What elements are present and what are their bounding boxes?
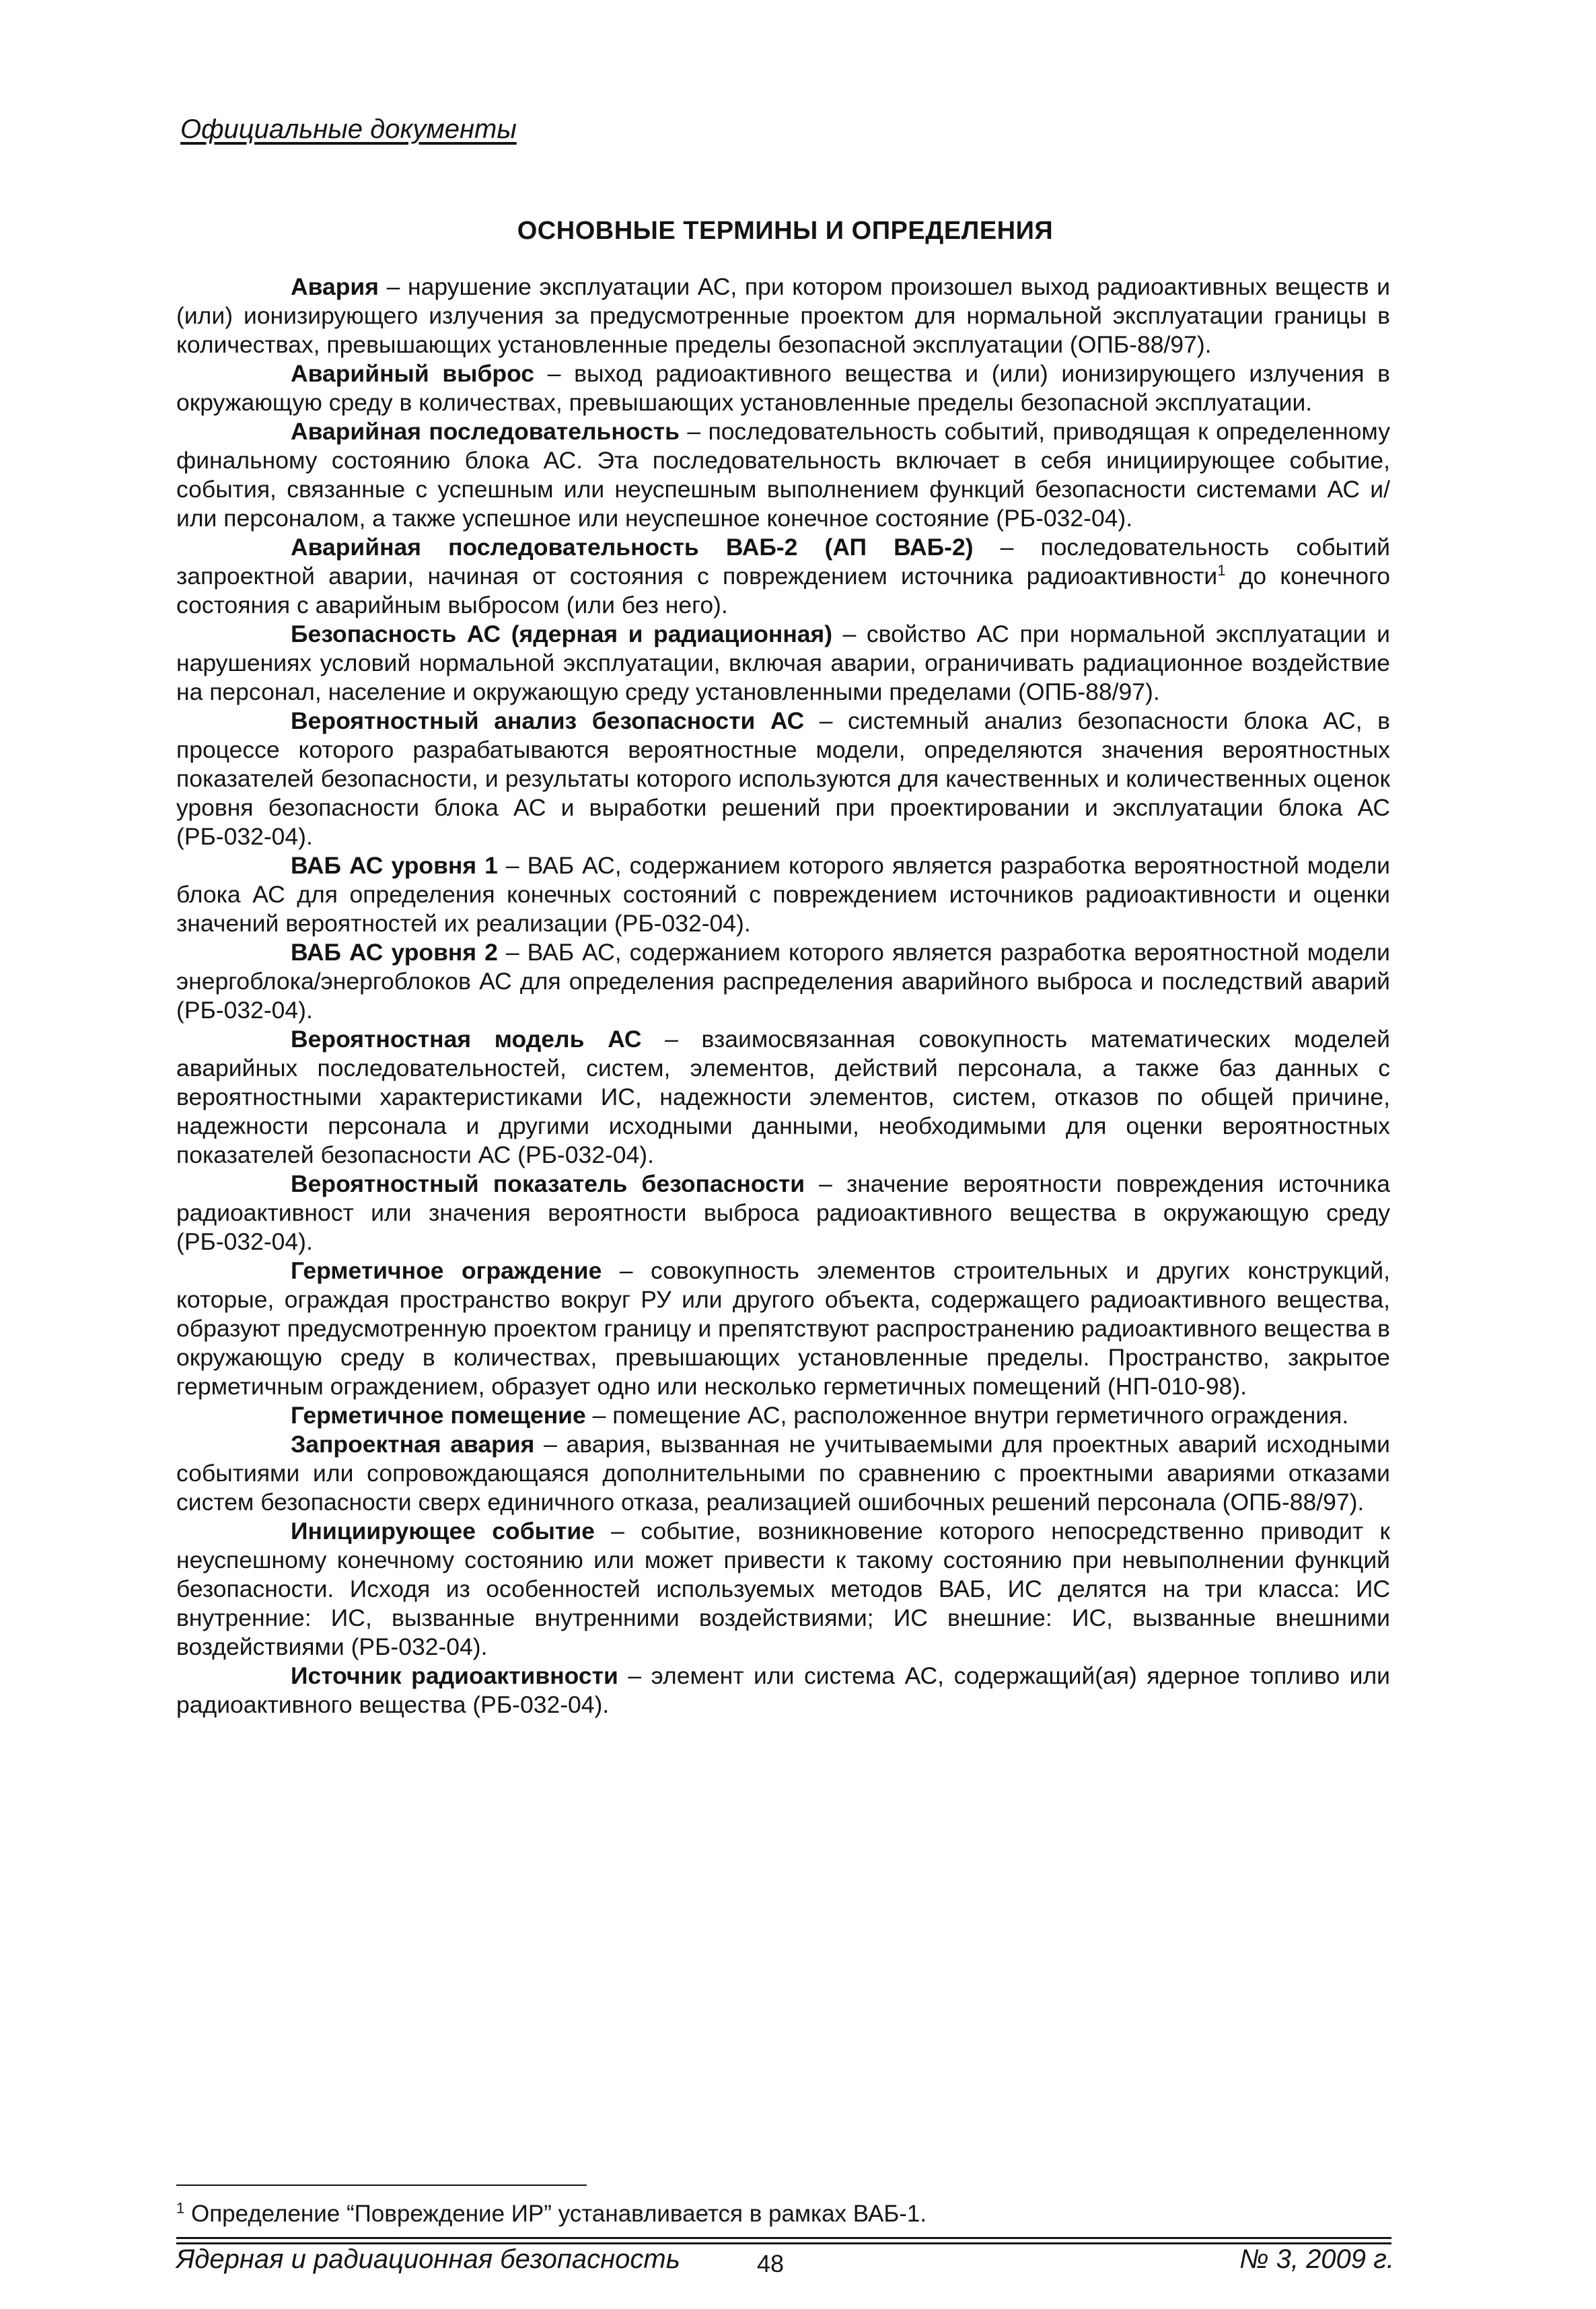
term-name: Запроектная авария <box>291 1431 535 1458</box>
term-entry <box>176 1170 1390 1256</box>
footnote-mark: 1 <box>176 2199 185 2217</box>
footnote-reference: 1 <box>1217 562 1226 579</box>
footnote-text: Определение “Повреждение ИР” устанавливается в рамках ВАБ-1. <box>184 2201 927 2227</box>
term-name: Вероятностный анализ безопасности АС <box>291 707 805 734</box>
term-definition: – последовательность событий запроектной аварии, начиная от состояния с повреждением источника радиоактивности <box>176 534 1390 590</box>
term-definition: – значение вероятности повреждения источника радиоактивност или значения вероятности выброса радиоактивного вещества в окружающую среду (РБ-032-04). <box>176 1170 1390 1255</box>
term-definition: – авария, вызванная не учитываемыми для проектных аварий исходными событиями или сопровождающаяся дополнительными по сравнению с проектными авариями отказами систем безопасности сверх единичного отказа, реализацией ошибочных решений персонала (ОПБ-88/97). <box>176 1431 1390 1516</box>
terms-list <box>176 273 1390 1719</box>
term-name: Вероятностный показатель безопасности <box>291 1170 805 1197</box>
term-entry <box>176 851 1390 938</box>
footer-issue: № 3, 2009 г. <box>1239 2244 1394 2274</box>
term-definition: – ВАБ АС, содержанием которого является разработка вероятностной модели энергоблока/энергоблоков АС для определения распределения аварийного выброса и последствий аварий (РБ-032-04). <box>176 939 1390 1024</box>
term-entry <box>176 1025 1390 1170</box>
term-name: Герметичное ограждение <box>291 1257 602 1284</box>
term-definition: – ВАБ АС, содержанием которого является разработка вероятностной модели блока АС для определения конечных состояний с повреждением источников радиоактивности и оценки значений вероятностей их реализации (РБ-032-04). <box>176 852 1390 937</box>
term-name: Аварийная последовательность ВАБ-2 (АП ВАБ-2) <box>291 534 974 561</box>
footnote <box>176 2199 927 2229</box>
term-name: ВАБ АС уровня 2 <box>291 939 498 966</box>
term-name: Авария <box>291 273 379 300</box>
term-definition: – помещение АС, расположенное внутри герметичного ограждения. <box>585 1402 1349 1429</box>
term-entry <box>176 273 1390 359</box>
page-number: 48 <box>757 2250 785 2277</box>
term-definition: – системный анализ безопасности блока АС, в процессе которого разрабатываются вероятностные модели, определяются значения вероятностных показателей безопасности, и результаты которого используются для качественных и количественных оценок уровня безопасности блока АС и выработки решений при проектировании и эксплуатации блока АС (РБ-032-04). <box>176 707 1390 850</box>
term-name: Источник радиоактивности <box>291 1662 618 1689</box>
term-definition: – выход радиоактивного вещества и (или) ионизирующего излучения в окружающую среду в количествах, превышающих установленные пределы безопасной эксплуатации. <box>176 360 1390 416</box>
term-entry <box>176 938 1390 1025</box>
term-entry <box>176 620 1390 707</box>
term-definition: – последовательность событий, приводящая к определенному финальному состоянию блока АС. Эта последовательность включает в себя инициирующее событие, события, связанные с успешным или неуспешным выполнением функций безопасности системами АС и/или персоналом, а также успешное или неуспешное конечное состояние (РБ-032-04). <box>176 418 1390 532</box>
term-name: Аварийный выброс <box>291 360 535 387</box>
term-name: Безопасность АС (ядерная и радиационная) <box>291 620 833 647</box>
term-definition: – свойство АС при нормальной эксплуатации и нарушениях условий нормальной эксплуатации, включая аварии, ограничивать радиационное воздействие на персонал, население и окружающую среду установленными пределами (ОПБ-88/97). <box>176 620 1390 705</box>
footer-journal-title: Ядерная и радиационная безопасность <box>176 2244 680 2274</box>
term-entry <box>176 417 1390 533</box>
footnote-divider <box>176 2184 587 2186</box>
term-definition-continued: до конечного состояния с аварийным выбросом (или без него). <box>176 563 1390 618</box>
term-entry <box>176 1517 1390 1662</box>
term-name: Инициирующее событие <box>291 1518 595 1544</box>
term-entry <box>176 1430 1390 1517</box>
term-name: ВАБ АС уровня 1 <box>291 852 498 879</box>
term-entry <box>176 707 1390 851</box>
term-name: Вероятностная модель АС <box>291 1026 642 1053</box>
term-entry <box>176 533 1390 620</box>
term-definition: – элемент или система АС, содержащий(ая) ядерное топливо или радиоактивного вещества (РБ-032-04). <box>176 1662 1390 1718</box>
footer-divider <box>176 2237 1391 2239</box>
term-entry <box>176 1662 1390 1719</box>
term-definition: – событие, возникновение которого непосредственно приводит к неуспешному конечному состоянию или может привести к такому состоянию при невыполнении функций безопасности. Исходя из особенностей используемых методов ВАБ, ИС делятся на три класса: ИС внутренние: ИС, вызванные внутренними воздействиями; ИС внешние: ИС, вызванные внешними воздействиями (РБ-032-04). <box>176 1518 1390 1660</box>
page-title: ОСНОВНЫЕ ТЕРМИНЫ И ОПРЕДЕЛЕНИЯ <box>517 217 1054 245</box>
running-header: Официальные документы <box>180 114 517 144</box>
term-entry <box>176 359 1390 417</box>
term-entry <box>176 1256 1390 1401</box>
term-entry <box>176 1401 1390 1430</box>
term-definition: – нарушение эксплуатации АС, при котором произошел выход радиоактивных веществ и (или) ионизирующего излучения за предусмотренные проектом для нормальной эксплуатации границы в количествах, превышающих установленные пределы безопасной эксплуатации (ОПБ-88/97). <box>176 273 1390 358</box>
term-definition: – совокупность элементов строительных и других конструкций, которые, ограждая пространство вокруг РУ или другого объекта, содержащего радиоактивного вещества, образуют предусмотренную проектом границу и препятствуют распространению радиоактивного вещества в окружающую среду в количествах, превышающих установленные пределы. Пространство, закрытое герметичным ограждением, образует одно или несколько герметичных помещений (НП-010-98). <box>176 1257 1390 1400</box>
term-definition: – взаимосвязанная совокупность математических моделей аварийных последовательностей, систем, элементов, действий персонала, а также баз данных с вероятностными характеристиками ИС, надежности элементов, систем, отказов по общей причине, надежности персонала и другими исходными данными, необходимыми для оценки вероятностных показателей безопасности АС (РБ-032-04). <box>176 1026 1390 1168</box>
term-name: Герметичное помещение <box>291 1402 586 1429</box>
term-name: Аварийная последовательность <box>291 418 680 445</box>
